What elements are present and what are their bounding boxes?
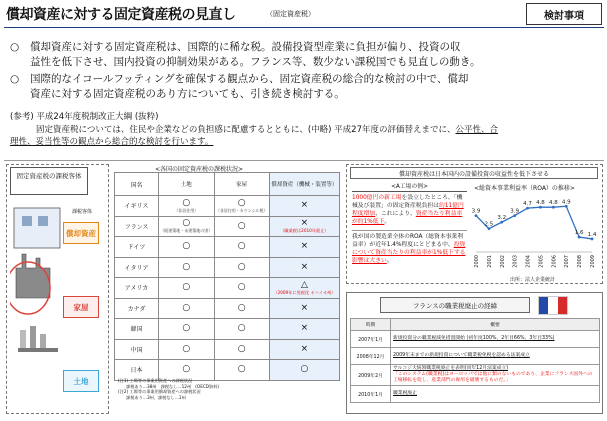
land-mark: ○	[182, 197, 191, 208]
cell-country	[115, 237, 159, 258]
land-mark: ○	[182, 282, 191, 293]
x-tick-label: 2009	[590, 255, 596, 268]
country-name: アメリカ	[124, 285, 149, 293]
data-label: 3.9	[510, 208, 520, 215]
x-tick-label: 2003	[512, 255, 519, 268]
cell-land	[159, 339, 215, 360]
highlight-text: 資産当たり利益率が約1%低下	[352, 211, 463, 225]
france-flag	[538, 296, 568, 315]
summary-text: 2009年末までの新規投資について職業税免税を認める法案成立	[393, 353, 530, 358]
cell-house	[214, 216, 269, 237]
factory-example	[352, 183, 467, 265]
table-caption: <各国の固定資産税の課税状況>	[155, 166, 244, 173]
body-text: を設立したところ、「機械及び装置」の固定資産税負担は	[352, 195, 463, 209]
machinery-mark: ×	[300, 261, 309, 272]
x-tick-label: 2002	[499, 255, 506, 268]
page-title: 償却資産に対する固定資産税の見直し	[6, 7, 236, 23]
cell-land	[159, 257, 215, 278]
cell-country	[115, 216, 159, 237]
status-tag: 検討事項	[526, 3, 602, 25]
header-date: 時期	[351, 319, 391, 331]
chart-title: <総資本事業利益率（ROA）の推移>	[474, 185, 575, 192]
body-text: 。	[386, 258, 393, 264]
country-name: イギリス	[124, 203, 149, 211]
cell-land	[159, 278, 215, 299]
building-illustration	[10, 198, 68, 408]
france-summary	[391, 348, 600, 365]
summary-text: 新規投資分の職業税減免措置開始 (初年度100%、2年目66%、3年目33%)	[393, 336, 555, 341]
summary-text: サルコジ大統領職業税廃止を表明(同年12月法案成立)	[393, 366, 509, 371]
house-mark: ○	[237, 302, 246, 313]
france-date: 2007年1月	[351, 331, 391, 348]
machinery-mark: ×	[300, 200, 309, 211]
data-point	[539, 206, 542, 209]
data-label: 4.8	[536, 200, 545, 207]
summary-bullets	[6, 40, 602, 102]
country-name: 日本	[130, 367, 143, 375]
house-mark: ○	[237, 197, 246, 208]
country-name: フランス	[124, 223, 149, 231]
roa-panel-title: 償却資産税は日本国内の設備投資の収益性を低下させる	[350, 167, 598, 179]
table-row	[115, 278, 340, 299]
body-text: 我が国の製造業全体のROA（総資本事業利益率）が近年1.4%程度にとどまる中、	[352, 234, 464, 248]
chart-source: 出所：法人企業統計	[510, 277, 556, 283]
land-note: （既建築地・未建築地の別）	[160, 228, 213, 234]
header-land: 土地	[159, 173, 215, 196]
data-point	[513, 214, 516, 217]
house-mark: ○	[237, 364, 246, 375]
machinery-note: （職業税は2010年廃止）	[280, 228, 329, 234]
reference-text: 固定資産税については、住民や企業などの負担感に配慮するとともに、(中略) 平成27年度の評価替えまでに、	[36, 125, 456, 135]
france-row	[351, 386, 600, 403]
data-label: 1.6	[574, 230, 584, 237]
data-label: 3.2	[497, 215, 507, 222]
house-mark: ○	[237, 323, 246, 334]
x-tick-label: 2006	[551, 255, 558, 268]
x-tick-label: 2005	[538, 255, 545, 268]
table-notes	[118, 378, 348, 400]
bullet-2	[6, 72, 602, 102]
france-header-row	[351, 319, 600, 331]
tax-object-title: 固定資産税の課税客体	[10, 167, 88, 195]
reference-underlined: 理性、妥当性等の観点から総合的な検討を行います。	[10, 137, 214, 147]
highlight-text: 投資について資産当たりの利益率が1%低下する影響は大きい	[352, 242, 466, 264]
data-label: 1.4	[587, 231, 597, 238]
reference-body	[10, 124, 590, 148]
note-line: (注2) 工場等の事業用償却資産への課税状況	[118, 389, 201, 394]
x-tick-label: 2008	[577, 255, 584, 268]
data-label: 4.8	[548, 200, 558, 207]
data-point	[487, 227, 490, 230]
title-subtitle: （固定資産税）	[266, 10, 315, 18]
flag-stripe-red	[558, 297, 567, 314]
country-tax-table	[114, 172, 340, 381]
cell-land	[159, 298, 215, 319]
machinery-mark: ×	[300, 343, 309, 354]
france-date: 2008年12月	[351, 348, 391, 365]
house-mark: ○	[237, 343, 246, 354]
machinery-note: （2009年に免税化 オハイオ州）	[273, 289, 336, 295]
quote-text: 「このシステム(職業税)はヨーロッパでは他に類のないものであり、企業にフランス国外への工場移転を促し、産業部門の雇用を破壊するものだ。」	[393, 372, 593, 383]
table-row	[115, 339, 340, 360]
highlight-text: 約11億円程度増加	[352, 203, 464, 217]
reference-underlined: 公平性、合	[455, 125, 499, 135]
cell-land	[159, 237, 215, 258]
cell-country	[115, 257, 159, 278]
roa-line-chart	[468, 190, 598, 274]
house-mark: ○	[237, 282, 246, 293]
france-date: 2009年2月	[351, 365, 391, 386]
country-name: 中国	[130, 346, 143, 354]
cell-country	[115, 319, 159, 340]
cell-land	[159, 360, 215, 381]
bullet-mark: ○	[10, 73, 20, 85]
country-name: イタリア	[124, 264, 149, 272]
x-tick-label: 2001	[486, 255, 493, 268]
france-row	[351, 365, 600, 386]
body-text: 、これにより、	[375, 211, 416, 217]
data-point	[552, 206, 555, 209]
header-house: 家屋	[214, 173, 269, 196]
land-mark: ○	[182, 261, 191, 272]
machinery-mark: △	[300, 279, 308, 290]
house-mark: ○	[237, 261, 246, 272]
data-label: 4.9	[561, 199, 571, 206]
cell-country	[115, 278, 159, 299]
data-label: 3.9	[471, 208, 481, 215]
land-note: （非居住用）	[174, 207, 199, 213]
cell-country	[115, 196, 159, 217]
france-summary	[391, 365, 600, 386]
country-name: ドイツ	[127, 244, 146, 252]
body-text: 。	[384, 219, 391, 225]
data-point	[591, 238, 594, 241]
machinery-mark: ×	[300, 323, 309, 334]
header-country: 国名	[115, 173, 159, 196]
table-row	[115, 360, 340, 381]
bullet-text: 資産に対する固定資産税のあり方についても、引き続き検討する。	[30, 88, 345, 100]
land-mark: ○	[182, 323, 191, 334]
table-row	[115, 216, 340, 237]
note-line: 課税あり…3州、課税なし…1州	[126, 394, 186, 400]
highlight-text: 1000億円の新工場	[352, 195, 402, 201]
cell-machinery	[269, 339, 339, 360]
house-note: （非居住用・カウンシル税）	[215, 207, 268, 213]
machinery-mark: ×	[300, 241, 309, 252]
bullet-text: 益性を低下させ、国内投資の抑制効果がある。フランス等、数少ない課税国でも見直しの動き。	[30, 56, 481, 68]
table-row	[115, 319, 340, 340]
table-row	[115, 237, 340, 258]
data-point	[475, 214, 478, 217]
cell-house	[214, 339, 269, 360]
x-tick-label: 2004	[525, 255, 532, 268]
factory-example-heading: <A工場の例>	[352, 183, 467, 192]
section-divider	[4, 160, 604, 161]
country-name: カナダ	[127, 305, 146, 313]
house-mark: ○	[237, 241, 246, 252]
bullet-1	[6, 40, 602, 70]
flag-stripe-blue	[539, 297, 548, 314]
header-machinery: 償却資産（機械・装置等）	[269, 173, 339, 196]
cell-house	[214, 278, 269, 299]
cell-machinery	[269, 319, 339, 340]
cell-house	[214, 257, 269, 278]
cell-machinery	[269, 360, 339, 381]
tax-category-list	[63, 222, 99, 392]
cell-machinery	[269, 257, 339, 278]
land-mark: ○	[182, 302, 191, 313]
table-header-row	[115, 173, 340, 196]
cell-machinery	[269, 196, 339, 217]
cell-land	[159, 196, 215, 217]
table-row	[115, 257, 340, 278]
cell-land	[159, 319, 215, 340]
table-row	[115, 298, 340, 319]
cell-machinery	[269, 237, 339, 258]
roa-impact-text	[352, 230, 467, 265]
reference-title: (参考) 平成24年度税制改正大綱 (抜粋)	[10, 112, 159, 122]
note-line: 課税あり…38州 課税なし…12州 (OECD資料)	[126, 383, 220, 389]
category-house: 家屋	[63, 296, 99, 318]
header-summary: 概要	[391, 319, 600, 331]
france-date: 2010年1月	[351, 386, 391, 403]
machinery-mark: ×	[300, 218, 309, 229]
category-land: 土地	[63, 370, 99, 392]
france-summary	[391, 331, 600, 348]
data-point	[565, 205, 568, 208]
data-point	[526, 207, 529, 210]
france-history-table	[350, 318, 600, 403]
land-mark: ○	[182, 218, 191, 229]
machinery-mark: ○	[300, 364, 309, 375]
land-mark: ○	[182, 364, 191, 375]
land-mark: ○	[182, 343, 191, 354]
x-tick-label: 2000	[474, 255, 480, 268]
table-row	[115, 196, 340, 217]
cell-house	[214, 237, 269, 258]
data-label: 2.5	[484, 221, 494, 228]
cell-house	[214, 298, 269, 319]
data-point	[500, 221, 503, 224]
cell-house	[214, 319, 269, 340]
land-mark: ○	[182, 241, 191, 252]
note-line: (注1) 工場等の事業用資産への課税状況	[118, 378, 193, 383]
cell-house	[214, 360, 269, 381]
title-rule	[4, 27, 604, 28]
cell-country	[115, 360, 159, 381]
cell-country	[115, 298, 159, 319]
flag-stripe-white	[548, 297, 557, 314]
country-name: 韓国	[130, 326, 143, 334]
tax-object-label: 課税客体	[71, 209, 92, 215]
cell-machinery	[269, 278, 339, 299]
factory-example-text	[352, 194, 467, 226]
cell-land	[159, 216, 215, 237]
bullet-text: 償却資産に対する固定資産税は、国際的に稀な税。設備投資型産業に負担が偏り、投資の収	[30, 41, 461, 53]
summary-text: 職業税廃止	[393, 391, 417, 396]
france-history-title: フランスの職業税廃止の経緯	[380, 297, 530, 313]
bullet-text: 国際的なイコールフッティングを確保する観点から、固定資産税の総合的な検討の中で、償却	[30, 73, 469, 85]
cell-machinery	[269, 298, 339, 319]
category-depreciable-assets: 償却資産	[63, 222, 99, 244]
cell-machinery	[269, 216, 339, 237]
france-row	[351, 348, 600, 365]
house-mark: ○	[237, 220, 246, 231]
machinery-mark: ×	[300, 302, 309, 313]
bullet-mark: ○	[10, 41, 20, 53]
cell-country	[115, 339, 159, 360]
france-summary	[391, 386, 600, 403]
x-tick-label: 2007	[564, 255, 571, 268]
data-point	[578, 236, 581, 239]
cell-house	[214, 196, 269, 217]
france-row	[351, 331, 600, 348]
data-label: 4.7	[523, 201, 532, 208]
